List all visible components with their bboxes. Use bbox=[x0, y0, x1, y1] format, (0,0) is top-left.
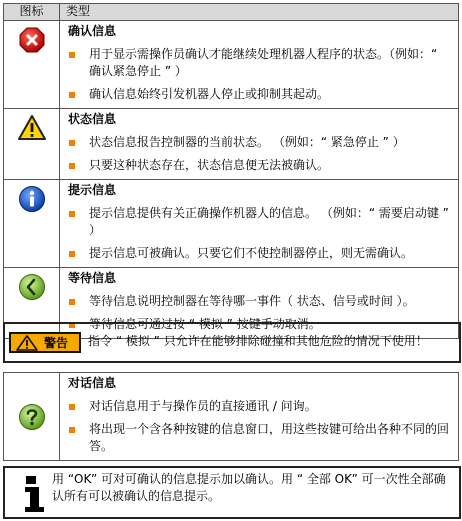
row-content bbox=[60, 180, 459, 268]
yellow-warning-triangle-icon bbox=[18, 114, 46, 142]
list-item bbox=[68, 398, 453, 415]
list-item bbox=[68, 205, 453, 239]
list-item bbox=[68, 245, 453, 262]
table-header-row bbox=[4, 4, 459, 21]
row-title: 提示信息 bbox=[68, 183, 117, 197]
bullet-text: 状态信息报告控制器的当前状态。 （例如：“ 紧急停止 ” ） bbox=[89, 135, 405, 149]
row-title: 对话信息 bbox=[68, 376, 117, 390]
warning-box bbox=[3, 322, 461, 363]
info-i-icon bbox=[23, 475, 53, 513]
bullet-text: 提示信息提供有关正确操作机器人的信息。 （例如：“ 需要启动键 ” ） bbox=[89, 206, 449, 237]
bullet-text: 只要这种状态存在，状态信息便无法被确认。 bbox=[89, 158, 330, 172]
bullet-square-icon bbox=[69, 427, 75, 433]
row-title: 状态信息 bbox=[68, 112, 117, 126]
row-content bbox=[60, 21, 459, 109]
bullet-square-icon bbox=[69, 251, 75, 257]
list-item bbox=[68, 421, 453, 455]
dialog-message-table bbox=[3, 372, 459, 461]
icon-cell bbox=[4, 109, 60, 180]
row-title: 确认信息 bbox=[68, 24, 117, 38]
bullet-square-icon bbox=[69, 92, 75, 98]
warning-text: 指令 “ 模拟 ” 只允许在能够排除碰撞和其他危险的情况下使用！ bbox=[88, 334, 428, 348]
list-item bbox=[68, 157, 453, 174]
bullet-text: 对话信息用于与操作员的直接通讯 / 问询。 bbox=[89, 399, 317, 413]
bullet-square-icon bbox=[69, 140, 75, 146]
list-item bbox=[68, 46, 453, 80]
icon-cell bbox=[4, 21, 60, 109]
bullet-text: 用于显示需操作员确认才能继续处理机器人程序的状态。（例如：“ 确认紧急停止 ” ） bbox=[89, 47, 438, 78]
bullet-text: 提示信息可被确认。只要它们不使控制器停止，则无需确认。 bbox=[89, 246, 414, 260]
bullet-square-icon bbox=[69, 211, 75, 217]
list-item bbox=[68, 293, 453, 310]
green-wait-icon bbox=[18, 273, 46, 301]
header-type-column: 类型 bbox=[60, 4, 459, 21]
bullet-text: 将出现一个含各种按键的信息窗口，用这些按键可给出各种不同的回答。 bbox=[89, 422, 450, 453]
row-title: 等待信息 bbox=[68, 271, 117, 285]
row-content bbox=[60, 109, 459, 180]
row-content bbox=[60, 373, 459, 461]
table-row bbox=[4, 21, 459, 109]
list-item bbox=[68, 134, 453, 151]
green-question-icon bbox=[18, 403, 46, 431]
note-text: 用 “OK” 可对可确认的信息提示加以确认。用 “ 全部 OK” 可一次性全部确认所有可以被确认的信息提示。 bbox=[52, 472, 446, 503]
list-item bbox=[68, 86, 453, 103]
bullet-square-icon bbox=[69, 404, 75, 410]
icon-cell bbox=[4, 373, 60, 461]
warning-label: 警告 bbox=[44, 336, 69, 350]
bullet-text: 确认信息始终引发机器人停止或抑制其起动。 bbox=[89, 87, 330, 101]
warning-badge bbox=[9, 332, 81, 353]
table-row bbox=[4, 180, 459, 268]
header-icon-column: 图标 bbox=[4, 4, 60, 21]
bullet-square-icon bbox=[69, 299, 75, 305]
note-box bbox=[3, 466, 461, 519]
message-types-table bbox=[3, 3, 459, 339]
table-row bbox=[4, 109, 459, 180]
warning-triangle-icon bbox=[16, 335, 38, 351]
table-row bbox=[4, 373, 459, 461]
red-stop-icon bbox=[18, 26, 46, 54]
bullet-text: 等待信息可通过按 “ 模拟 ” 按键手动取消。 bbox=[89, 317, 321, 331]
bullet-square-icon bbox=[69, 52, 75, 58]
bullet-text: 等待信息说明控制器在等待哪一事件（ 状态、信号或时间 ）。 bbox=[89, 294, 415, 308]
blue-info-icon bbox=[18, 185, 46, 213]
bullet-square-icon bbox=[69, 163, 75, 169]
icon-cell bbox=[4, 180, 60, 268]
